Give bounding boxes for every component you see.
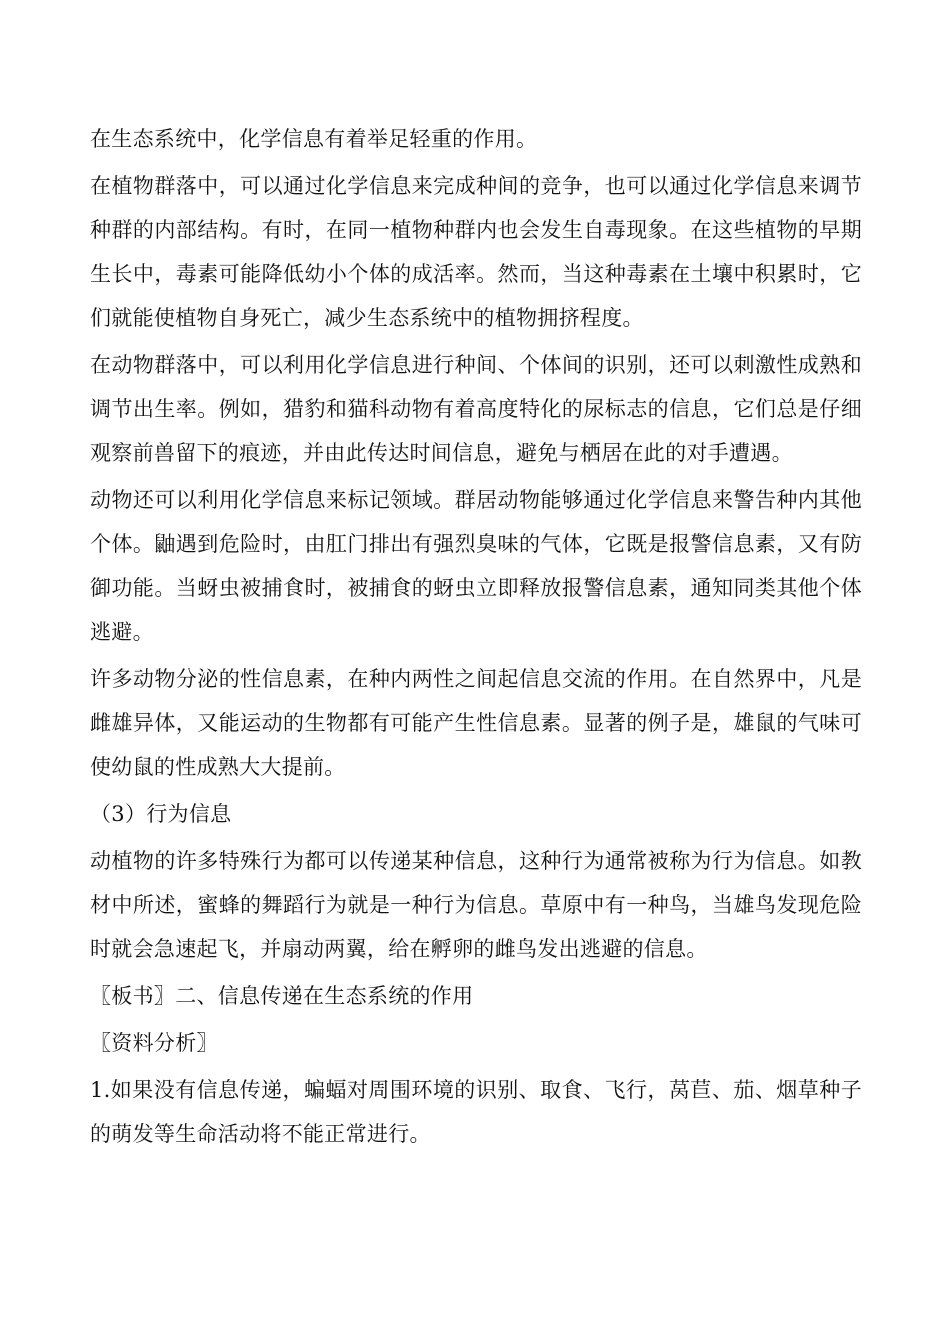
section-heading-behavior-info: （3）行为信息 <box>90 802 232 826</box>
paragraph-animal-community: 在动物群落中，可以利用化学信息进行种间、个体间的识别，还可以刺激性成熟和调节出生率。例如，猎豹和猫科动物有着高度特化的尿标志的信息，它们总是仔细观察前兽留下的痕迹，并由此传达时间信息，避免与栖居在此的对手遭遇。 <box>90 353 862 465</box>
text-column <box>90 117 862 1159</box>
paragraph-behavior-info: 动植物的许多特殊行为都可以传递某种信息，这种行为通常被称为行为信息。如教材中所述，蜜蜂的舞蹈行为就是一种行为信息。草原中有一种鸟，当雄鸟发现危险时就会急速起飞，并扇动两翼，给在孵卵的雌鸟发出逃避的信息。 <box>90 849 862 961</box>
paragraph-sex-pheromones: 许多动物分泌的性信息素，在种内两性之间起信息交流的作用。在自然界中，凡是雌雄异体，又能运动的生物都有可能产生性信息素。显著的例子是，雄鼠的气味可使幼鼠的性成熟大大提前。 <box>90 667 862 779</box>
paragraph-territory-marking: 动物还可以利用化学信息来标记领域。群居动物能够通过化学信息来警告种内其他个体。鼬遇到危险时，由肛门排出有强烈臭味的气体，它既是报警信息素，又有防御功能。当蚜虫被捕食时，被捕食的蚜虫立即释放报警信息素，通知同类其他个体逃避。 <box>90 488 862 644</box>
paragraph-intro: 在生态系统中，化学信息有着举足轻重的作用。 <box>90 127 538 151</box>
paragraph-plant-community: 在植物群落中，可以通过化学信息来完成种间的竞争，也可以通过化学信息来调节种群的内部结构。有时，在同一植物种群内也会发生自毒现象。在这些植物的早期生长中，毒素可能降低幼小个体的成活率。然而，当这种毒素在土壤中积累时，它们就能使植物自身死亡，减少生态系统中的植物拥挤程度。 <box>90 174 862 330</box>
material-analysis-heading: 〖资料分析〗 <box>90 1031 218 1055</box>
paragraph-analysis-point-1: 1.如果没有信息传递，蝙蝠对周围环境的识别、取食、飞行，莴苣、茄、烟草种子的萌发等生命活动将不能正常进行。 <box>90 1078 862 1146</box>
blackboard-heading: 〖板书〗二、信息传递在生态系统的作用 <box>90 984 474 1008</box>
